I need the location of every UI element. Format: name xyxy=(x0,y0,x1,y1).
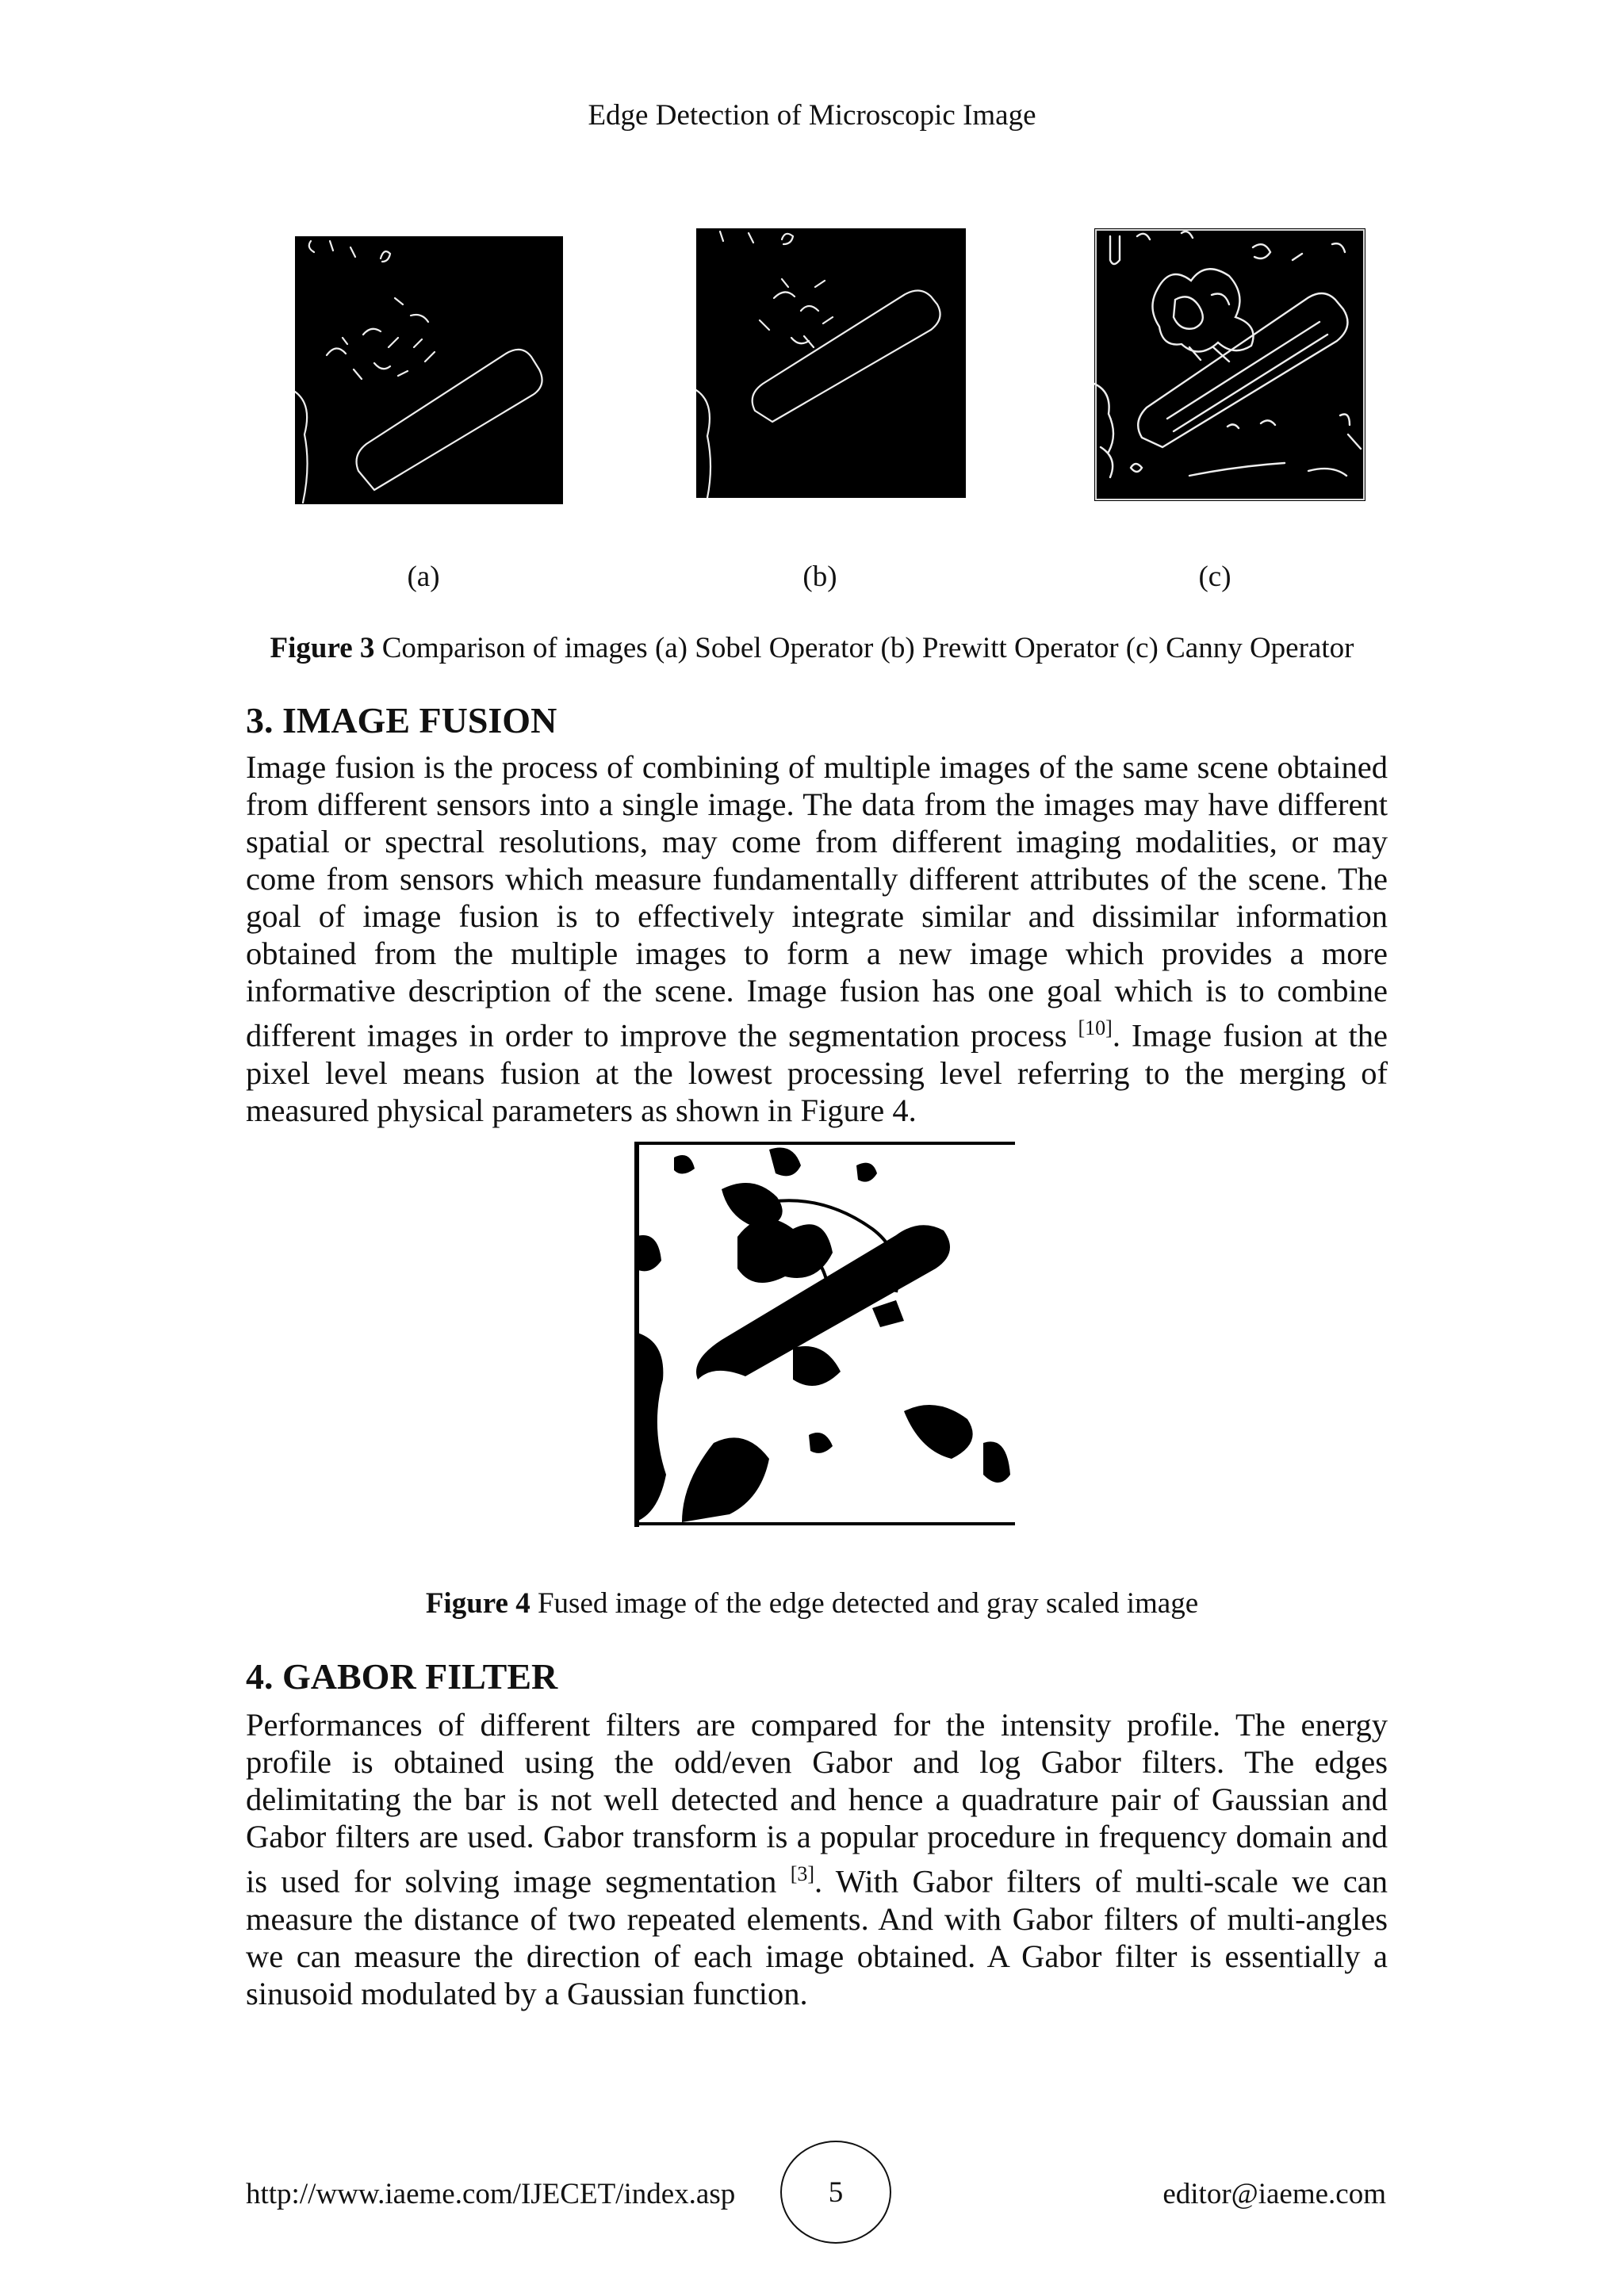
footer-email: editor@iaeme.com xyxy=(1162,2178,1386,2210)
prewitt-edge-image xyxy=(696,228,966,498)
figure3-caption-label: Figure 3 xyxy=(270,632,375,664)
paragraph-text: . With Gabor filters of multi-scale we can measure the distance of two repeated elements. And with Gabor filters of multi-angles we can measure the direction of each image obtained. A Gabor filter is essentially a sinusoid modulated by a Gaussian function. xyxy=(246,1863,1388,2011)
paragraph-text: Performances of different filters are compared for the intensity profile. The energy profile is obtained using the odd/even Gabor and log Gabor filters. The edges delimitating the bar is not well detected and hence a quadrature pair of Gaussian and Gabor filters are used. Gabor transform is a popular procedure in frequency domain and is used for solving image segmentation xyxy=(246,1707,1388,1900)
citation-ref: [3] xyxy=(790,1862,815,1885)
page-number: 5 xyxy=(828,2175,844,2209)
fused-image xyxy=(634,1142,1015,1527)
canny-edge-image xyxy=(1094,228,1365,501)
citation-ref: [10] xyxy=(1078,1016,1113,1039)
paragraph-text: Image fusion is the process of combining of multiple images of the same scene obtained from different sensors into a single image. The data from the images may have different spatial or spectral resolutions, may come from different imaging modalities, or may come from sensors which measure fundamentally different attributes of the scene. The goal of image fusion is to effectively integrate similar and dissimilar information obtained from the multiple images to form a new image which provides a more informative description of the scene. Image fusion has one goal which is to combine different images in order to improve the segmentation process xyxy=(246,749,1388,1054)
section-heading-image-fusion: 3. IMAGE FUSION xyxy=(246,700,557,740)
sobel-edge-image xyxy=(295,236,563,504)
figure4-caption xyxy=(0,1586,1624,1621)
running-title: Edge Detection of Microscopic Image xyxy=(588,99,1036,132)
figure3-label-a: (a) xyxy=(407,561,440,593)
image-fusion-paragraph xyxy=(246,748,1388,1129)
section-heading-gabor-filter: 4. GABOR FILTER xyxy=(246,1656,558,1697)
figure3-caption-text: Comparison of images (a) Sobel Operator (b) Prewitt Operator (c) Canny Operator xyxy=(374,632,1354,664)
figure3-label-c: (c) xyxy=(1198,561,1231,593)
figure3-caption xyxy=(0,631,1624,665)
figure3-label-b: (b) xyxy=(802,561,837,593)
figure4-caption-text: Fused image of the edge detected and gray scaled image xyxy=(530,1587,1199,1620)
figure4-caption-label: Figure 4 xyxy=(425,1587,530,1620)
page-number-circle xyxy=(780,2141,891,2244)
paragraph-text: . Image fusion at the pixel level means fusion at the lowest processing level referring to the merging of measured physical parameters as shown in Figure 4. xyxy=(246,1017,1388,1128)
gabor-filter-paragraph xyxy=(246,1706,1388,2012)
footer-url: http://www.iaeme.com/IJECET/index.asp xyxy=(246,2178,736,2210)
